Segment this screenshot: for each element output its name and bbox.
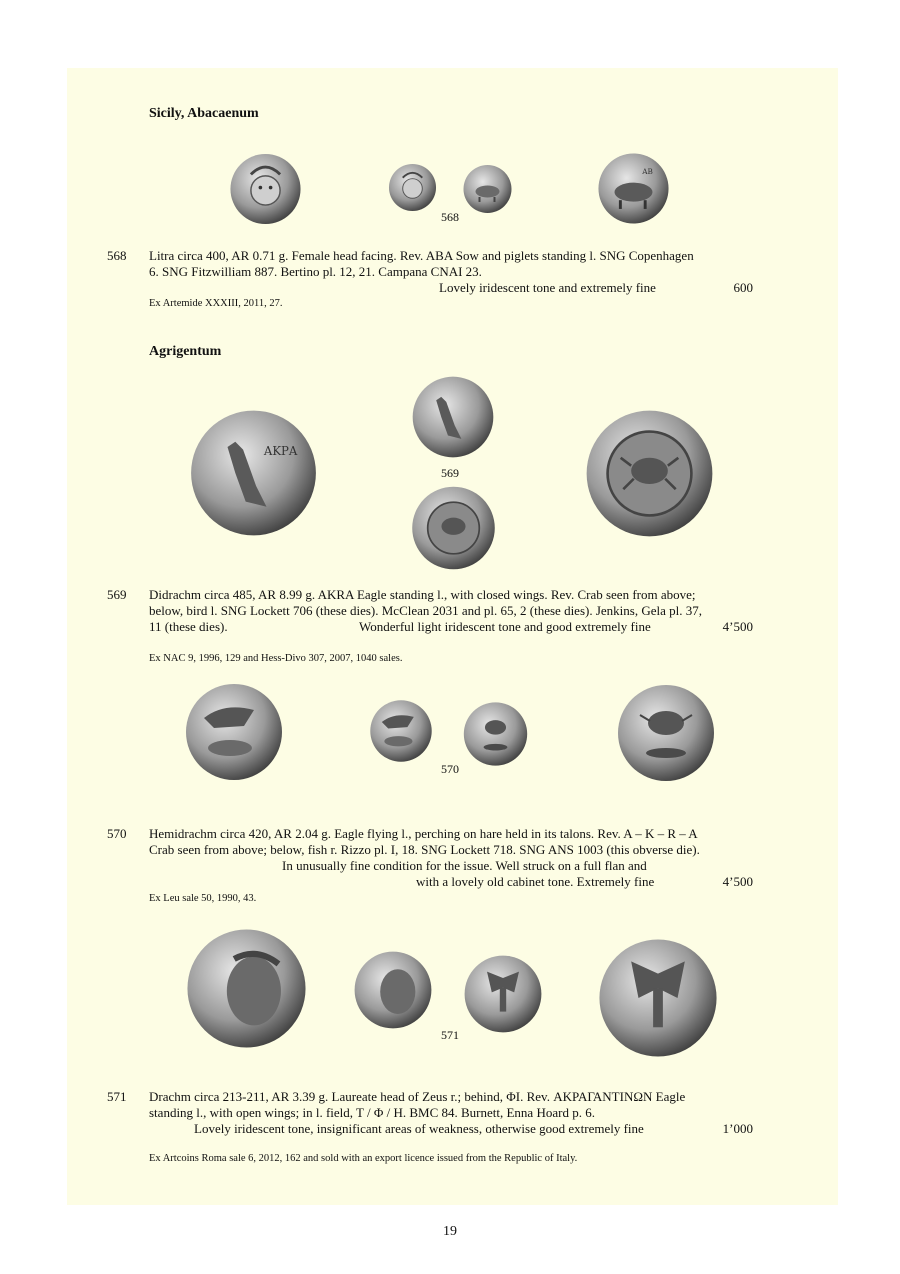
estimate-568: 600 bbox=[733, 280, 753, 295]
coin-569-obverse bbox=[408, 375, 498, 459]
coin-569-reverse bbox=[410, 485, 497, 571]
coin-570-obverse bbox=[369, 699, 433, 763]
description-line: below, bird l. SNG Lockett 706 (these dies). McClean 2031 and pl. 65, 2 (these dies). Jenkins, Gela pl. 37, bbox=[149, 603, 702, 618]
provenance-570: Ex Leu sale 50, 1990, 43. bbox=[149, 893, 257, 904]
estimate-569: 4’500 bbox=[722, 619, 753, 634]
coin-571-obverse bbox=[353, 950, 433, 1030]
coin-570-obverse-enlarged bbox=[184, 682, 284, 782]
description-line: 11 (these dies). bbox=[149, 619, 228, 634]
grade-570-line-1: In unusually fine condition for the issue. Well struck on a full flan and bbox=[282, 858, 647, 873]
svg-text:ΑΚΡΑ: ΑΚΡΑ bbox=[263, 443, 298, 458]
lot-description-570 bbox=[149, 826, 753, 858]
provenance-568: Ex Artemide XXXIII, 2011, 27. bbox=[149, 298, 283, 309]
grade-571: Lovely iridescent tone, insignificant areas of weakness, otherwise good extremely fine bbox=[194, 1121, 644, 1136]
coin-568-reverse bbox=[462, 164, 513, 214]
coin-568-reverse-enlarged bbox=[597, 152, 670, 225]
provenance-569: Ex NAC 9, 1996, 129 and Hess-Divo 307, 2007, 1040 sales. bbox=[149, 653, 403, 664]
description-line: Litra circa 400, AR 0.71 g. Female head facing. Rev. ABA Sow and piglets standing l. SNG Copenhagen bbox=[149, 248, 694, 263]
coin-570-reverse bbox=[462, 701, 529, 767]
lot-number-571: 571 bbox=[107, 1089, 127, 1104]
estimate-571: 1’000 bbox=[722, 1121, 753, 1136]
description-line: Drachm circa 213-211, AR 3.39 g. Laureate head of Zeus r.; behind, ΦI. Rev. ΑΚΡΑΓΑΝΤΙΝΩΝ Eagle bbox=[149, 1089, 686, 1104]
plate-number-569: 569 bbox=[441, 466, 459, 480]
coin-571-reverse bbox=[462, 954, 544, 1034]
coin-568-obverse-enlarged bbox=[229, 151, 302, 227]
grade-569: Wonderful light iridescent tone and good extremely fine bbox=[359, 619, 651, 634]
lot-number-569: 569 bbox=[107, 587, 127, 602]
grade-570-line-2: with a lovely old cabinet tone. Extremely fine bbox=[416, 874, 655, 889]
description-line: Crab seen from above; below, fish r. Rizzo pl. I, 18. SNG Lockett 718. SNG ANS 1003 (this obverse die). bbox=[149, 842, 700, 857]
lot-description-571 bbox=[149, 1089, 753, 1121]
svg-text:ΑΒ: ΑΒ bbox=[642, 166, 653, 176]
coin-569-reverse-enlarged bbox=[584, 408, 715, 539]
coin-571-obverse-enlarged bbox=[185, 927, 308, 1050]
provenance-571: Ex Artcoins Roma sale 6, 2012, 162 and sold with an export licence issued from the Republic of Italy. bbox=[149, 1153, 578, 1164]
estimate-570: 4’500 bbox=[722, 874, 753, 889]
description-line: 6. SNG Fitzwilliam 887. Bertino pl. 12, 21. Campana CNAI 23. bbox=[149, 264, 482, 279]
plate-number-568: 568 bbox=[441, 210, 459, 224]
coin-569-obverse-enlarged bbox=[185, 408, 322, 538]
section-heading-agrigentum: Agrigentum bbox=[149, 344, 222, 359]
section-heading-abacaenum: Sicily, Abacaenum bbox=[149, 106, 259, 121]
grade-568: Lovely iridescent tone and extremely fine bbox=[439, 280, 656, 295]
description-line: standing l., with open wings; in l. field, T / Φ / H. BMC 84. Burnett, Enna Hoard p. 6. bbox=[149, 1105, 595, 1120]
description-line: Hemidrachm circa 420, AR 2.04 g. Eagle flying l., perching on hare held in its talons. Rev. A – K – R – A bbox=[149, 826, 698, 841]
coin-570-reverse-enlarged bbox=[616, 683, 716, 783]
plate-number-571: 571 bbox=[441, 1028, 459, 1042]
description-line: Didrachm circa 485, AR 8.99 g. AKRA Eagle standing l., with closed wings. Rev. Crab seen from above; bbox=[149, 587, 696, 602]
coin-571-reverse-enlarged bbox=[597, 937, 719, 1059]
coin-568-obverse bbox=[388, 162, 437, 213]
lot-description-568 bbox=[149, 248, 753, 280]
lot-number-570: 570 bbox=[107, 826, 127, 841]
plate-number-570: 570 bbox=[441, 762, 459, 776]
page-number: 19 bbox=[443, 1224, 457, 1239]
lot-number-568: 568 bbox=[107, 248, 127, 263]
